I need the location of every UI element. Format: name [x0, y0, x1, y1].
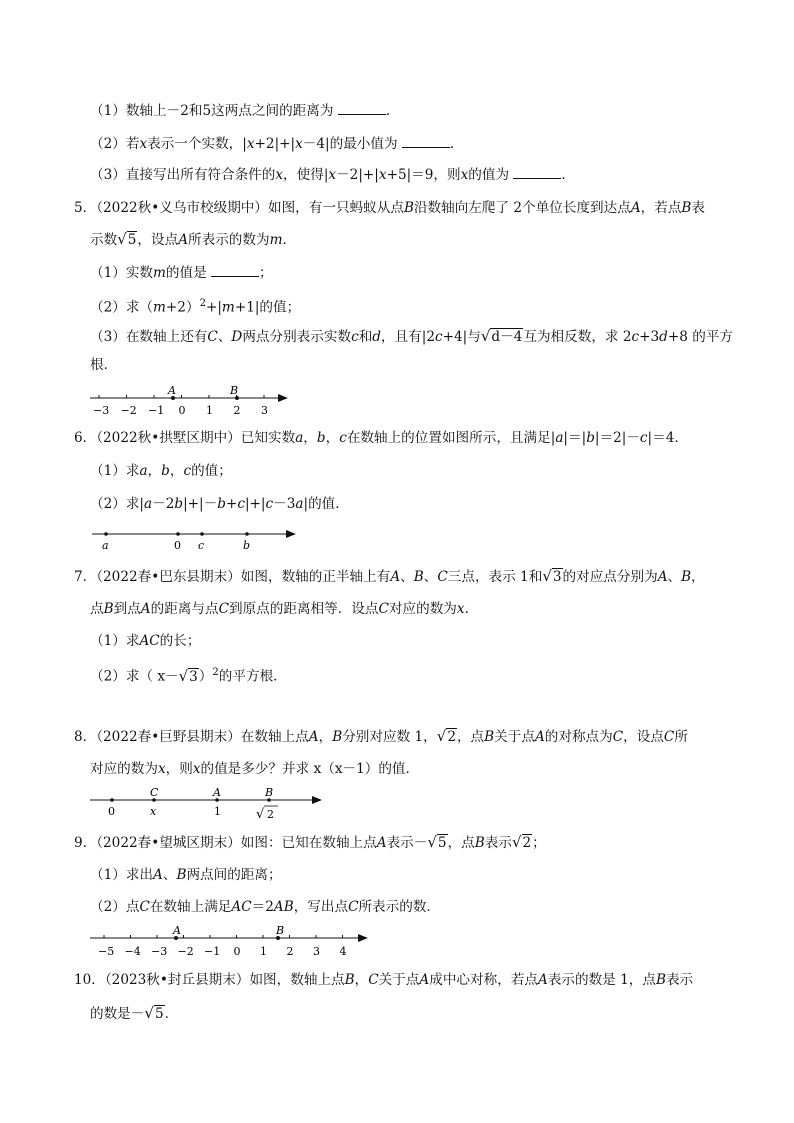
point-a-dot — [104, 532, 108, 536]
tick-label: −1 — [148, 404, 165, 417]
tick-label: −1 — [204, 945, 221, 958]
sqrt-symbol: √5 — [427, 833, 447, 851]
answer-blank — [513, 164, 561, 179]
sqrt-symbol: √ — [256, 807, 265, 822]
label-a: a — [102, 539, 109, 552]
answer-blank — [402, 133, 450, 148]
q5-stem-line1: 5．（2022秋•义乌市校级期中）如图，有一只蚂蚁从点B沿数轴向左爬了 2个单位长度到达点A，若点B表 — [74, 200, 706, 216]
sqrt-symbol: √5 — [144, 1004, 164, 1022]
tick-label: 0 — [233, 945, 241, 958]
label-a: A — [213, 786, 221, 799]
tick-label: 2 — [286, 945, 294, 958]
q4-part2: （2）若x表示一个实数，|x+2|+|x－4|的最小值为 . — [90, 133, 454, 154]
q9-part1: （1）求出A、B两点间的距离； — [90, 867, 282, 883]
q8-number-line — [88, 784, 328, 824]
answer-blank — [211, 262, 259, 277]
point-b-dot — [245, 532, 249, 536]
label-zero: 0 — [174, 539, 181, 552]
q7-part2: （2）求（ x－√3）$^2$的平方根． — [90, 666, 287, 685]
label-c: C — [150, 786, 159, 799]
q10-stem-line2: 的数是－√5． — [90, 1004, 179, 1022]
q6-stem: 6．（2022秋•拱墅区期中）已知实数a，b，c在数轴上的位置如图所示，且满足|a|＝|b|＝2|－c|＝4． — [74, 430, 688, 446]
label-x: x — [150, 805, 157, 818]
q8-stem-line1: 8．（2022春•巨野县期末）在数轴上点A，B分别对应数 1，√2，点B关于点A的对称点为C，设点C所 — [74, 727, 688, 745]
tick-label: −5 — [98, 945, 115, 958]
q4-part1: （1）数轴上－2和5这两点之间的距离为 . — [90, 100, 390, 121]
q4-part3: （3）直接写出所有符合条件的x，使得|x－2|+|x+5|＝9，则x的值为 . — [90, 164, 566, 185]
tick-label: −4 — [124, 945, 141, 958]
q9-number-line — [88, 924, 378, 962]
q10-stem-line1: 10．（2023秋•封丘县期末）如图，数轴上点B，C关于点A成中心对称，若点A表示的数是 1，点B表示 — [74, 972, 694, 988]
q5-number-line — [88, 382, 298, 422]
sqrt-symbol: √2 — [511, 833, 532, 851]
tick-label: 1 — [260, 945, 267, 958]
q9-part2: （2）点C在数轴上满足AC＝2AB，写出点C所表示的数． — [90, 899, 441, 915]
answer-blank — [338, 100, 386, 115]
q7-stem-line1: 7．（2022春•巴东县期末）如图，数轴的正半轴上有A、B、C三点，表示 1和√3的对应点分别为A、B， — [74, 567, 705, 585]
q6-part1: （1）求a，b，c的值； — [90, 463, 232, 479]
q8-stem-line2: 对应的数为x，则x的值是多少？并求 x（x－1）的值． — [90, 761, 420, 777]
q5-stem-line2: 示数√5，设点A所表示的数为m． — [90, 230, 297, 248]
q5-part2: （2）求$(m+2)^2+|m+1|$的值； — [90, 298, 301, 316]
tick-label: 4 — [339, 945, 347, 958]
q5-part3: （3）在数轴上还有C、D两点分别表示实数c和d，且有|2c+4|与√d－4互为相反数，求 2c+3d+8 的平方 — [90, 327, 734, 345]
label-b: B — [265, 786, 274, 799]
point-b-label: B — [276, 924, 285, 937]
label-zero: 0 — [108, 805, 115, 818]
tick-label: −3 — [151, 945, 168, 958]
tick-label: −2 — [177, 945, 194, 958]
tick-label: 1 — [206, 404, 213, 417]
sqrt-symbol: √3 — [542, 567, 562, 585]
q7-stem-line2: 点B到点A的距离与点C到原点的距离相等．设点C对应的数为x． — [90, 601, 479, 617]
label-one: 1 — [214, 805, 221, 818]
q5-part1: （1）实数m的值是 ； — [90, 262, 273, 283]
sqrt-symbol: √3 — [178, 666, 198, 685]
sqrt-symbol: √d－4 — [480, 327, 523, 345]
tick-label: 2 — [233, 404, 241, 417]
q5-part3-cont: 根． — [90, 357, 118, 373]
tick-label: −2 — [120, 404, 137, 417]
label-c: c — [198, 539, 205, 552]
point-c-dot — [200, 532, 204, 536]
q6-part2: （2）求|a－2b|+|－b+c|+|c－3a|的值． — [90, 496, 349, 512]
tick-label: −3 — [93, 404, 110, 417]
label-b: b — [243, 539, 251, 552]
point-b-label: B — [230, 384, 239, 397]
point-a-label: A — [173, 924, 181, 937]
tick-label: 3 — [313, 945, 320, 958]
origin-dot — [176, 532, 180, 536]
tick-label: 0 — [178, 404, 186, 417]
q6-number-line — [90, 522, 305, 554]
tick-label: 3 — [261, 404, 268, 417]
sqrt-symbol: √2 — [436, 727, 456, 745]
point-a-label: A — [168, 384, 176, 397]
label-sqrt2: 2 — [267, 808, 274, 821]
origin-dot — [110, 798, 114, 802]
q9-stem: 9．（2022春•望城区期末）如图：已知在数轴上点A表示－√5，点B表示√2； — [74, 833, 546, 851]
sqrt-symbol: √5 — [117, 230, 137, 248]
q7-part1: （1）求AC的长； — [90, 633, 201, 649]
